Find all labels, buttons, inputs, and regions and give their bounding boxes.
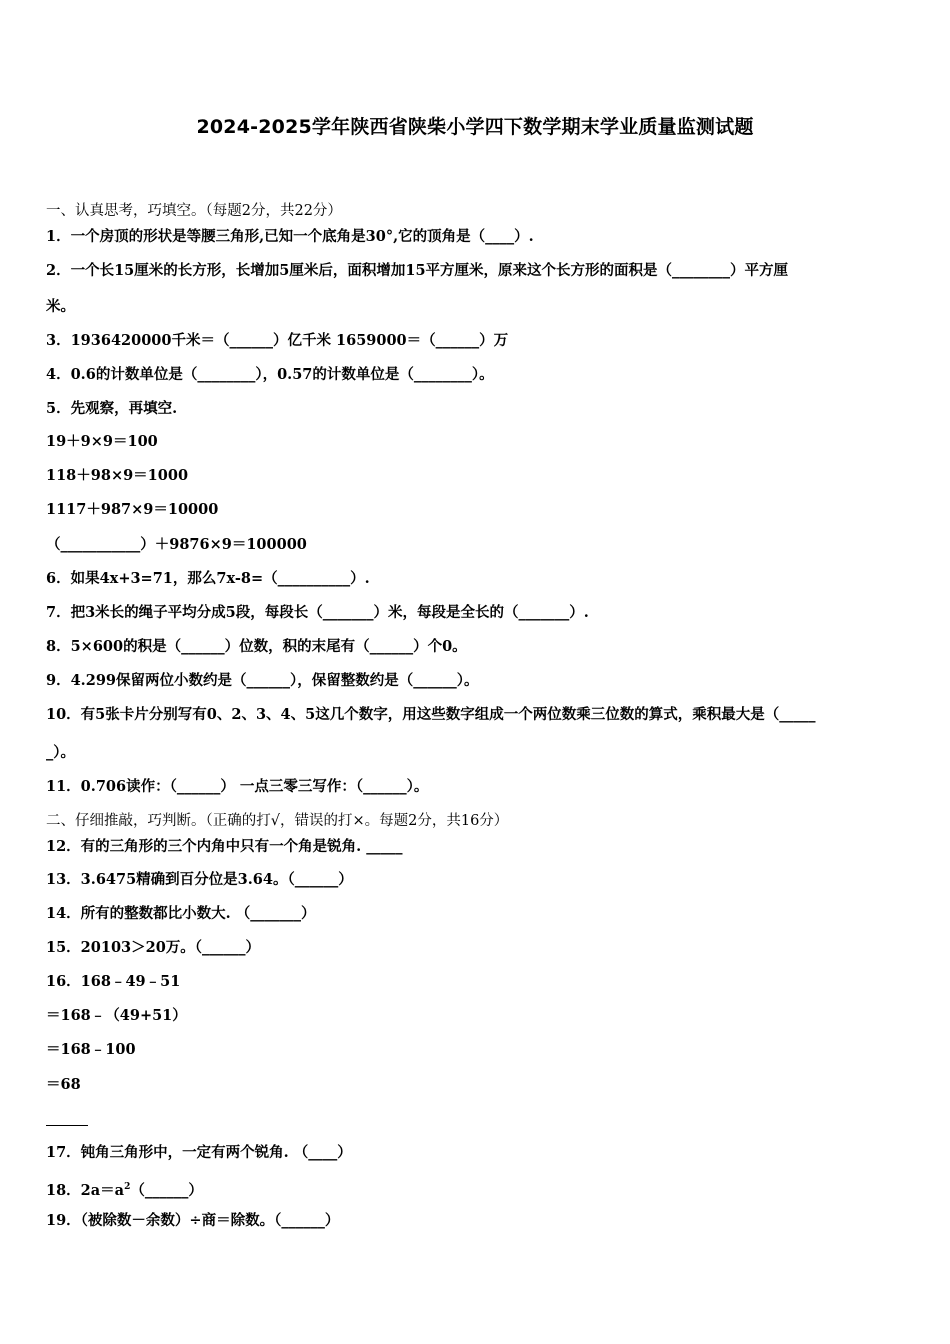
- question-5-equation-4: （___________）＋9876×9＝100000: [46, 536, 307, 553]
- question-18: [46, 1177, 908, 1201]
- question-16-step-3: ＝168﹣100: [46, 1041, 136, 1058]
- question-2-line-2: 米。: [46, 298, 75, 315]
- question-6: 6．如果4x+3=71，那么7x-8=（__________）.: [46, 570, 370, 587]
- question-4: 4．0.6的计数单位是（________），0.57的计数单位是（________）。: [46, 366, 494, 383]
- question-18-text: 18．2a＝a: [46, 1181, 125, 1199]
- question-18-exponent: 2: [124, 1182, 131, 1192]
- question-5-equation-1: 19＋9×9＝100: [46, 433, 158, 450]
- question-18-blank: （______）: [130, 1181, 203, 1199]
- question-13: 13．3.6475精确到百分位是3.64。（______）: [46, 871, 353, 888]
- question-1: 1．一个房顶的形状是等腰三角形,已知一个底角是30°,它的顶角是（____）.: [46, 228, 534, 245]
- question-3: 3．1936420000千米＝（______）亿千米 1659000＝（______）万: [46, 332, 509, 349]
- question-8: 8．5×600的积是（______）位数，积的末尾有（______）个0。: [46, 638, 467, 655]
- question-2-line-1: 2．一个长15厘米的长方形，长增加5厘米后，面积增加15平方厘米，原来这个长方形的面积是（________）平方厘: [46, 262, 789, 279]
- question-17: 17．钝角三角形中，一定有两个锐角. （____）: [46, 1144, 352, 1161]
- question-9: 9．4.299保留两位小数约是（______），保留整数约是（______）。: [46, 672, 479, 689]
- question-5-equation-2: 118＋98×9＝1000: [46, 467, 189, 484]
- question-10-line-2: _）。: [46, 744, 75, 761]
- question-5-equation-3: 1117＋987×9＝10000: [46, 501, 219, 518]
- question-16-answer-blank: [46, 1125, 88, 1126]
- question-10-line-1: 10．有5张卡片分别写有0、2、3、4、5这几个数字，用这些数字组成一个两位数乘三位数的算式，乘积最大是（_____: [46, 706, 816, 723]
- section-heading-2: 二、仔细推敲，巧判断。（正确的打√，错误的打×。每题2分，共16分）: [46, 813, 509, 829]
- question-7: 7．把3米长的绳子平均分成5段，每段长（_______）米，每段是全长的（_______）.: [46, 604, 589, 621]
- question-11: 11．0.706读作：（______） 一点三零三写作：（______）。: [46, 778, 429, 795]
- question-19: 19．（被除数－余数）÷商＝除数。（______）: [46, 1212, 340, 1229]
- question-16: 16．168﹣49﹣51: [46, 973, 181, 990]
- question-16-step-4: ＝68: [46, 1076, 81, 1093]
- question-12: 12．有的三角形的三个内角中只有一个角是锐角. _____: [46, 838, 403, 855]
- question-15: 15．20103＞20万。（______）: [46, 939, 261, 956]
- question-14: 14．所有的整数都比小数大. （_______）: [46, 905, 316, 922]
- question-16-step-2: ＝168﹣（49+51）: [46, 1007, 187, 1024]
- page-title: 2024-2025学年陕西省陕柴小学四下数学期末学业质量监测试题: [196, 116, 754, 138]
- question-5: 5．先观察，再填空.: [46, 400, 178, 417]
- section-heading-1: 一、认真思考，巧填空。（每题2分，共22分）: [46, 203, 342, 219]
